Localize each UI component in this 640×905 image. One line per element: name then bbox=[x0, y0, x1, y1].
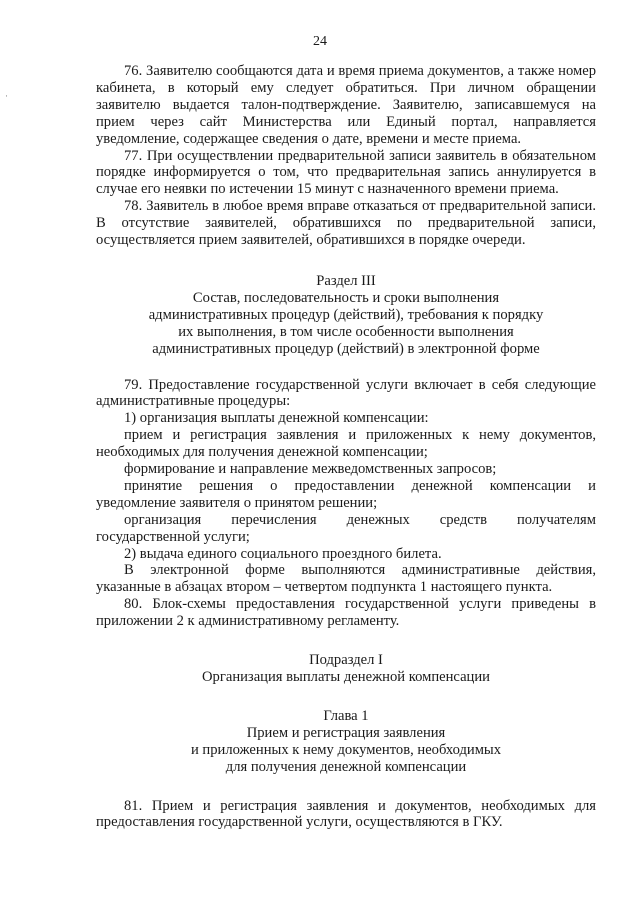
subsection-heading bbox=[96, 652, 596, 686]
list-item: организация перечисления денежных средств получателям государственной услуги; bbox=[96, 511, 596, 545]
document-body bbox=[96, 63, 596, 831]
chapter-title-line: и приложенных к нему документов, необходимых bbox=[190, 741, 502, 758]
chapter-title-line: Прием и регистрация заявления bbox=[246, 724, 446, 741]
paragraph-electronic: В электронной форме выполняются административные действия, указанные в абзацах втором – четвертом подпункта 1 настоящего пункта. bbox=[96, 562, 596, 596]
chapter-heading bbox=[96, 708, 596, 776]
subsection-label: Подраздел I bbox=[309, 652, 383, 669]
page-number: 24 bbox=[313, 34, 327, 49]
chapter-title-line: для получения денежной компенсации bbox=[225, 758, 467, 775]
paragraph-77: 77. При осуществлении предварительной записи заявитель в обязательном порядке информируется о том, что предварительная запись аннулируется в случае его неявки по истечении 15 минут с назначенного времени приема. bbox=[96, 147, 596, 198]
chapter-label: Глава 1 bbox=[323, 707, 369, 724]
list-item: формирование и направление межведомственных запросов; bbox=[124, 461, 497, 478]
section-title-line: Состав, последовательность и сроки выполнения bbox=[192, 289, 500, 306]
paragraph-76: 76. Заявителю сообщаются дата и время приема документов, а также номер кабинета, в который ему следует обратиться. При личном обращении заявителю выдается талон-подтверждение. Заявителю, записавшемуся на прием через сайт Министерства или Единый портал, направляется уведомление, содержащее сведения о дате, времени и месте приема. bbox=[96, 63, 596, 147]
list-item: 1) организация выплаты денежной компенсации: bbox=[124, 410, 429, 427]
section-label: Раздел III bbox=[316, 272, 376, 289]
section-title-line: административных процедур (действий), требования к порядку bbox=[148, 306, 544, 323]
section-heading bbox=[96, 273, 596, 358]
list-item: прием и регистрация заявления и приложенных к нему документов, необходимых для получения денежной компенсации; bbox=[96, 427, 596, 461]
section-title-line: административных процедур (действий) в электронной форме bbox=[152, 340, 540, 357]
list-item: принятие решения о предоставлении денежной компенсации и уведомление заявителя о принятом решении; bbox=[96, 477, 596, 511]
paragraph-81: 81. Прием и регистрация заявления и документов, необходимых для предоставления государственной услуги, осуществляются в ГКУ. bbox=[96, 797, 596, 831]
section-title-line: их выполнения, в том числе особенности выполнения bbox=[178, 323, 514, 340]
paragraph-80: 80. Блок-схемы предоставления государственной услуги приведены в приложении 2 к административному регламенту. bbox=[96, 596, 596, 630]
paragraph-79: 79. Предоставление государственной услуги включает в себя следующие административные процедуры: bbox=[96, 376, 596, 410]
scan-mark: · bbox=[5, 91, 8, 101]
paragraph-78: 78. Заявитель в любое время вправе отказаться от предварительной записи. В отсутствие заявителей, обратившихся по предварительной записи, осуществляется прием заявителей, обратившихся в порядке очереди. bbox=[96, 198, 596, 249]
subsection-title: Организация выплаты денежной компенсации bbox=[202, 669, 490, 685]
list-item: 2) выдача единого социального проездного билета. bbox=[124, 545, 442, 562]
